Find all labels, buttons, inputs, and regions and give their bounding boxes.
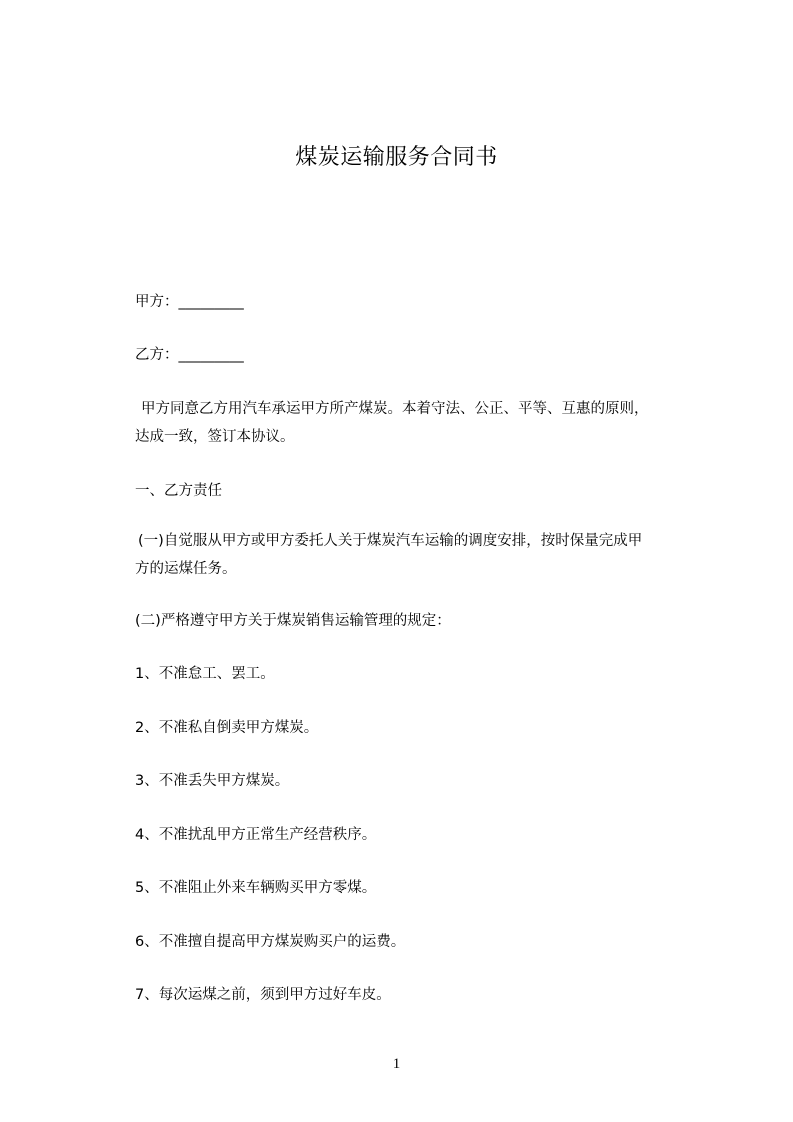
intro-paragraph — [135, 395, 701, 451]
rule-item-4: 4、不准扰乱甲方正常生产经营秩序。 — [135, 827, 377, 843]
intro-line-1: 甲方同意乙方用汽车承运甲方所产煤炭。本着守法、公正、平等、互惠的原则， — [141, 401, 649, 417]
intro-line-2: 达成一致，签订本协议。 — [135, 429, 295, 445]
page-number: 1 — [392, 1056, 401, 1072]
clause-1-line-2: 方的运煤任务。 — [135, 561, 237, 577]
rule-item-2: 2、不准私自倒卖甲方煤炭。 — [135, 720, 319, 736]
rule-item-5: 5、不准阻止外来车辆购买甲方零煤。 — [135, 880, 377, 896]
rule-item-6: 6、不准擅自提高甲方煤炭购买户的运费。 — [135, 934, 406, 950]
clause-2-paragraph: (二)严格遵守甲方关于煤炭销售运输管理的规定： — [135, 613, 451, 629]
clause-1-paragraph — [135, 527, 698, 583]
clause-1-line-1: (一)自觉服从甲方或甲方委托人关于煤炭汽车运输的调度安排，按时保量完成甲 — [138, 533, 643, 549]
rule-item-1: 1、不准怠工、罢工。 — [135, 666, 275, 682]
party-b-line: 乙方：_________ — [135, 347, 244, 363]
rule-item-7: 7、每次运煤之前，须到甲方过好车皮。 — [135, 987, 391, 1003]
document-title: 煤炭运输服务合同书 — [295, 145, 498, 170]
party-a-line: 甲方：_________ — [135, 294, 244, 310]
section-1-heading: 一、乙方责任 — [135, 483, 222, 499]
rule-item-3: 3、不准丢失甲方煤炭。 — [135, 773, 290, 789]
